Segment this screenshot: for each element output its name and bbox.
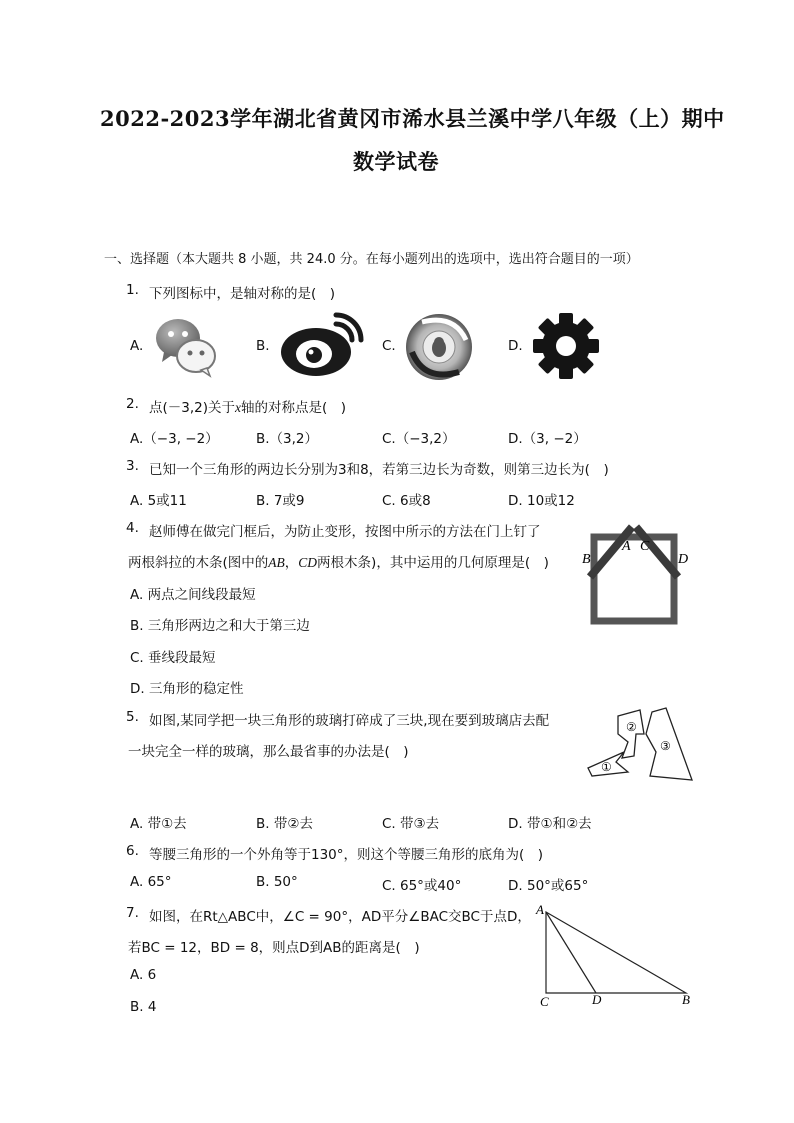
section-heading: 一、选择题（本大题共 8 小题，共 24.0 分。在每小题列出的选项中，选出符合题目的一项） — [104, 252, 639, 267]
q6-option-a: A. 65° — [130, 874, 172, 890]
q6-option-c: C. 65°或40° — [382, 878, 462, 894]
triangle-abc — [546, 912, 686, 993]
q2-option-c: C.（−3,2） — [382, 431, 456, 447]
label-d: D — [678, 552, 689, 567]
q7-text-line2: 若BC = 12，BD = 8，则点D到AB的距离是( ) — [128, 940, 420, 956]
label-b: B — [682, 992, 690, 1007]
q1-option-b-label: B. — [256, 338, 270, 354]
q5-option-d: D. 带①和②去 — [508, 816, 592, 832]
q1-option-c-label: C. — [382, 338, 396, 354]
q1-number: 1. — [126, 282, 139, 298]
q6-option-d: D. 50°或65° — [508, 878, 589, 894]
q4-option-b: B. 三角形两边之和大于第三边 — [130, 618, 310, 634]
q4-text-line1: 赵师傅在做完门框后，为防止变形，按图中所示的方法在门上钉了 — [149, 524, 541, 540]
q4-number: 4. — [126, 520, 139, 536]
q4-option-d: D. 三角形的稳定性 — [130, 681, 244, 697]
page-title: 2022-2023学年湖北省黄冈市浠水县兰溪中学八年级（上）期中 — [100, 106, 725, 131]
q5-option-a: A. 带①去 — [130, 816, 187, 832]
q1-option-a-label: A. — [130, 338, 144, 354]
q5-text-line2: 一块完全一样的玻璃，那么最省事的办法是( ) — [128, 744, 409, 760]
q4-option-a: A. 两点之间线段最短 — [130, 587, 256, 603]
label-a: A — [536, 902, 544, 917]
q2-text: 点(－3,2)关于x轴的对称点是( ) — [149, 400, 347, 416]
q6-number: 6. — [126, 843, 139, 859]
q1-option-d-label: D. — [508, 338, 523, 354]
label-a: A — [622, 539, 631, 554]
page-subtitle: 数学试卷 — [353, 149, 439, 174]
right-triangle-figure — [532, 900, 702, 1012]
door-frame-figure — [580, 517, 692, 625]
q3-option-d: D. 10或12 — [508, 493, 575, 509]
q5-option-b: B. 带②去 — [256, 816, 313, 832]
label-c: C — [640, 539, 650, 554]
q7-option-a: A. 6 — [130, 967, 157, 983]
piece-2 — [618, 710, 644, 758]
q2-option-b: B.（3,2） — [256, 431, 319, 447]
q7-text-line1: 如图，在Rt△ABC中，∠C = 90°，AD平分∠BAC交BC于点D， — [149, 909, 531, 925]
q4-text-line2: 两根斜拉的木条(图中的AB，CD两根木条)，其中运用的几何原理是( ) — [128, 555, 549, 571]
broken-glass-figure — [584, 704, 696, 784]
q2-option-d: D.（3, −2） — [508, 431, 587, 447]
label-c: C — [540, 994, 549, 1009]
wechat-icon — [152, 312, 218, 378]
q6-option-b: B. 50° — [256, 874, 298, 890]
q3-option-c: C. 6或8 — [382, 493, 431, 509]
label-3: ③ — [660, 739, 671, 753]
q7-number: 7. — [126, 905, 139, 921]
label-1: ① — [601, 760, 612, 774]
q3-option-b: B. 7或9 — [256, 493, 305, 509]
q2-option-a: A.（−3, −2） — [130, 431, 219, 447]
q3-option-a: A. 5或11 — [130, 493, 187, 509]
q1-text: 下列图标中，是轴对称的是( ) — [149, 286, 336, 302]
qq-browser-icon — [404, 312, 474, 382]
q5-option-c: C. 带③去 — [382, 816, 440, 832]
door-frame — [594, 537, 674, 621]
q3-number: 3. — [126, 458, 139, 474]
segment-ad — [546, 912, 596, 993]
q4-option-c: C. 垂线段最短 — [130, 650, 216, 666]
label-b: B — [582, 552, 591, 567]
q5-text-line1: 如图,某同学把一块三角形的玻璃打碎成了三块,现在要到玻璃店去配 — [149, 713, 550, 729]
label-2: ② — [626, 720, 637, 734]
label-d: D — [592, 992, 602, 1007]
weibo-icon — [278, 312, 364, 378]
q6-text: 等腰三角形的一个外角等于130°，则这个等腰三角形的底角为( ) — [149, 847, 544, 863]
q5-number: 5. — [126, 709, 139, 725]
q2-number: 2. — [126, 396, 139, 412]
q7-option-b: B. 4 — [130, 999, 157, 1015]
gear-icon — [532, 312, 600, 380]
q3-text: 已知一个三角形的两边长分别为3和8，若第三边长为奇数，则第三边长为( ) — [149, 462, 609, 478]
